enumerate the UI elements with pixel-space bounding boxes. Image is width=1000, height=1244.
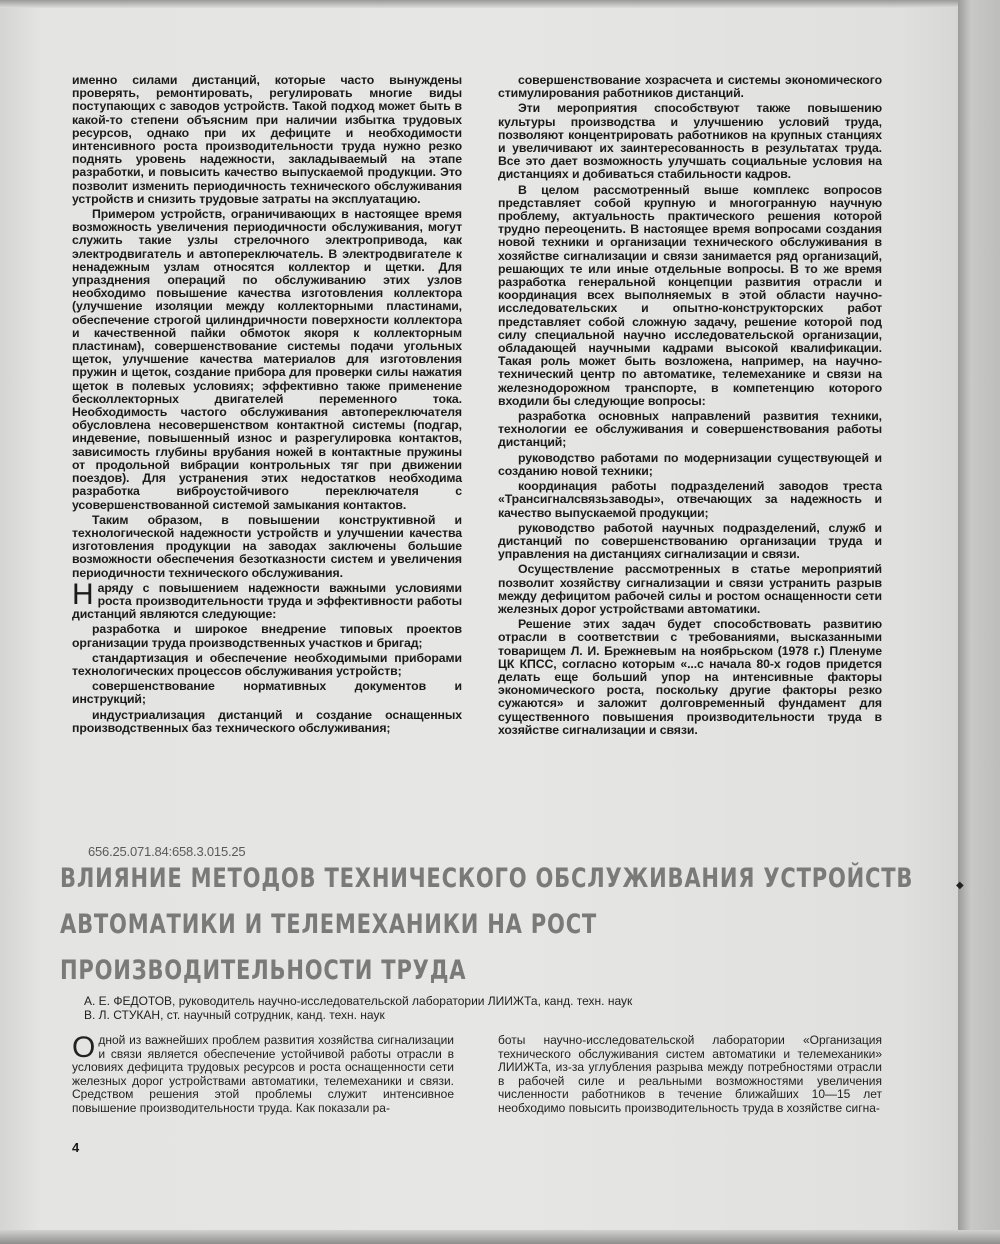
paragraph: Эти мероприятия способствуют также повышению культуры производства и улучшению условий труда, позволяют концентрировать работников на крупных станциях и увеличивают их заинтересованность в результатах труда. Все это дает возможность улучшать социальные условия на дистанциях и добиваться стабильности кадров.: [498, 101, 882, 182]
paragraph: Решение этих задач будет способствовать развитию отрасли в соответствии с требованиями, высказанными товарищем Л. И. Брежневым на ноябрьском (1978 г.) Пленуме ЦК КПСС, согласно которым «...с начала 80-х годов придется делать еще больший упор на интенсивные факторы экономического роста, поскольку другие факторы резко сужаются» и заложит долговременный фундамент для существенного повышения производительности труда в хозяйстве сигнализации и связи.: [498, 617, 882, 737]
list-paragraph: индустриализация дистанций и создание оснащенных производственных баз технического обслуживания;: [72, 707, 462, 735]
page-number: 4: [72, 1140, 80, 1155]
author-list: [84, 994, 804, 1022]
intro-paragraph: [72, 1031, 454, 1116]
list-paragraph: разработка и широкое внедрение типовых проектов организации труда производственных участков и бригад;: [72, 622, 462, 650]
intro-column-right: [498, 1034, 882, 1116]
top-shadow: [0, 0, 960, 8]
text-column-right: [498, 74, 882, 739]
list-paragraph: координация работы подразделений заводов треста «Трансигналсвязьзаводы», отвечающих за надежность и качество выпускаемой продукции;: [498, 479, 882, 520]
title-line: ПРОИЗВОДИТЕЛЬНОСТИ ТРУДА: [60, 955, 467, 986]
dropcap-letter: О: [72, 1031, 96, 1064]
list-paragraph: руководство работами по модернизации существующей и созданию новой техники;: [498, 450, 882, 478]
paragraph: Осуществление рассмотренных в статье мероприятий позволит хозяйству сигнализации и связи устранить разрыв между дефицитом рабочей силы и ростом оснащенности сети железных дорог устройствами автоматики.: [498, 562, 882, 616]
title-line: АВТОМАТИКИ И ТЕЛЕМЕХАНИКИ НА РОСТ: [60, 909, 598, 940]
paragraph-text: аряду с повышением надежности важными условиями роста производительности труда и эффективности работы дистанций являются следующие:: [72, 580, 462, 622]
dropcap-letter: Н: [72, 577, 94, 611]
bottom-shadow: [0, 1230, 1000, 1244]
next-page-edge: [958, 0, 1000, 1244]
udc-code: 656.25.071.84:658.3.015.25: [88, 844, 246, 859]
list-paragraph: совершенствование хозрасчета и системы экономического стимулирования работников дистанций.: [498, 73, 882, 101]
paragraph: Примером устройств, ограничивающих в настоящее время возможность увеличения периодичности обслуживания, могут служить такие узлы стрелочного электропривода, как электродвигатель и автопереключатель. В электродвигателе к ненадежным узлам относятся коллектор и щетки. Для упразднения операций по обслуживанию этих узлов необходимо повышение качества изготовления коллектора (улучшение изоляции между коллекторными пластинами, обеспечение строгой цилиндричности поверхности коллектора и качественной пайки обмоток якоря к коллекторным пластинам), совершенствование системы подачи угольных щеток, улучшение качества материалов для изготовления пружин и щеток, создание прибора для проверки силы нажатия щеток в полевых условиях; эффективно также применение бесколлекторных двигателей переменного тока. Необходимость частого обслуживания автопереключателя обусловлена несовершенством контактной системы (подгар, индевение, повышенный износ и разрегулировка контактов, зависимость глубины врубания ножей в контактные пружины от продольной вибрации контрольных тяг при движении поездов). Для устранения этих недостатков необходима разработка виброустойчивого переключателя с усовершенствованной системой замыкания контактов.: [72, 207, 462, 512]
paragraph-text: дной из важнейших проблем развития хозяйства сигнализации и связи является обеспечение устойчивой работы отрасли в условиях дефицита трудовых ресурсов и роста оснащенности сети железных дорог устройствами автоматики, телемеханики и связи. Средством решения этой проблемы служит интенсивное повышение производительности труда. Как показали ра-: [72, 1033, 454, 1115]
intro-paragraph: боты научно-исследовательской лаборатории «Организация технического обслуживания систем автоматики и телемеханики» ЛИИЖТа, из-за углубления разрыва между потребностями отрасли в рабочей силе и реальными возможностями увеличения численности работников в течение ближайших 10—15 лет необходимо повысить производительность труда в хозяйстве сигна-: [498, 1033, 882, 1115]
paragraph: В целом рассмотренный выше комплекс вопросов представляет собой крупную и многогранную научную проблему, актуальность практического решения которой трудно переоценить. В настоящее время вопросами создания новой техники и организации технического обслуживания в хозяйстве сигнализации и связи занимается ряд организаций, решающих те или иные отдельные вопросы. В то же время разработка генеральной концепции развития отрасли и координация всех выполняемых в этой области научно-исследовательских и опытно-конструкторских работ представляет собой сложную задачу, решение которой под силу специальной научно исследовательской организации, обладающей научными кадрами высокой квалификации. Такая роль может быть возложена, например, на научно-технический центр по автоматике, телемеханике и связи на железнодорожном транспорте, в компетенцию которого входили бы следующие вопросы:: [498, 182, 882, 408]
title-line: ВЛИЯНИЕ МЕТОДОВ ТЕХНИЧЕСКОГО ОБСЛУЖИВАНИЯ УСТРОЙСТВ: [60, 863, 914, 894]
author-line: В. Л. СТУКАН, ст. научный сотрудник, канд. техн. наук: [84, 1008, 385, 1022]
intro-column-left: [72, 1031, 454, 1116]
list-paragraph: разработка основных направлений развития техники, технологии ее обслуживания и совершенствования работы дистанций;: [498, 409, 882, 450]
author-line: А. Е. ФЕДОТОВ, руководитель научно-исследовательской лаборатории ЛИИЖТа, канд. техн. наук: [84, 994, 633, 1008]
text-column-left: [72, 74, 462, 737]
list-paragraph: руководство работой научных подразделений, служб и дистанций по совершенствованию организации труда и управления на дистанциях сигнализации и связи.: [498, 520, 882, 562]
paragraph: именно силами дистанций, которые часто вынуждены проверять, ремонтировать, регулировать многие виды поступающих с заводов устройств. Такой подход может быть в какой-то степени объясним при наличии избытка трудовых ресурсов, однако при их дефиците и необходимости интенсивного роста производительности труда нужно резко поднять уровень надежности, закладываемый на этапе разработки, и повысить качество выпускаемой продукции. Это позволит изменить периодичность технического обслуживания устройств и снизить трудовые затраты на эксплуатацию.: [72, 73, 462, 206]
article-title: [60, 856, 914, 994]
list-paragraph: стандартизация и обеспечение необходимыми приборами технологических процессов обслуживания устройств;: [72, 650, 462, 678]
paragraph-with-dropcap: [72, 577, 462, 622]
list-paragraph: совершенствование нормативных документов и инструкций;: [72, 679, 462, 707]
paragraph: Таким образом, в повышении конструктивной и технологической надежности устройств и улучшении качества изготовления продукции на заводах заключены большие возможности обеспечения безотказности систем и увеличения периодичности технического обслуживания.: [72, 512, 462, 580]
margin-mark: ◆: [956, 880, 964, 891]
